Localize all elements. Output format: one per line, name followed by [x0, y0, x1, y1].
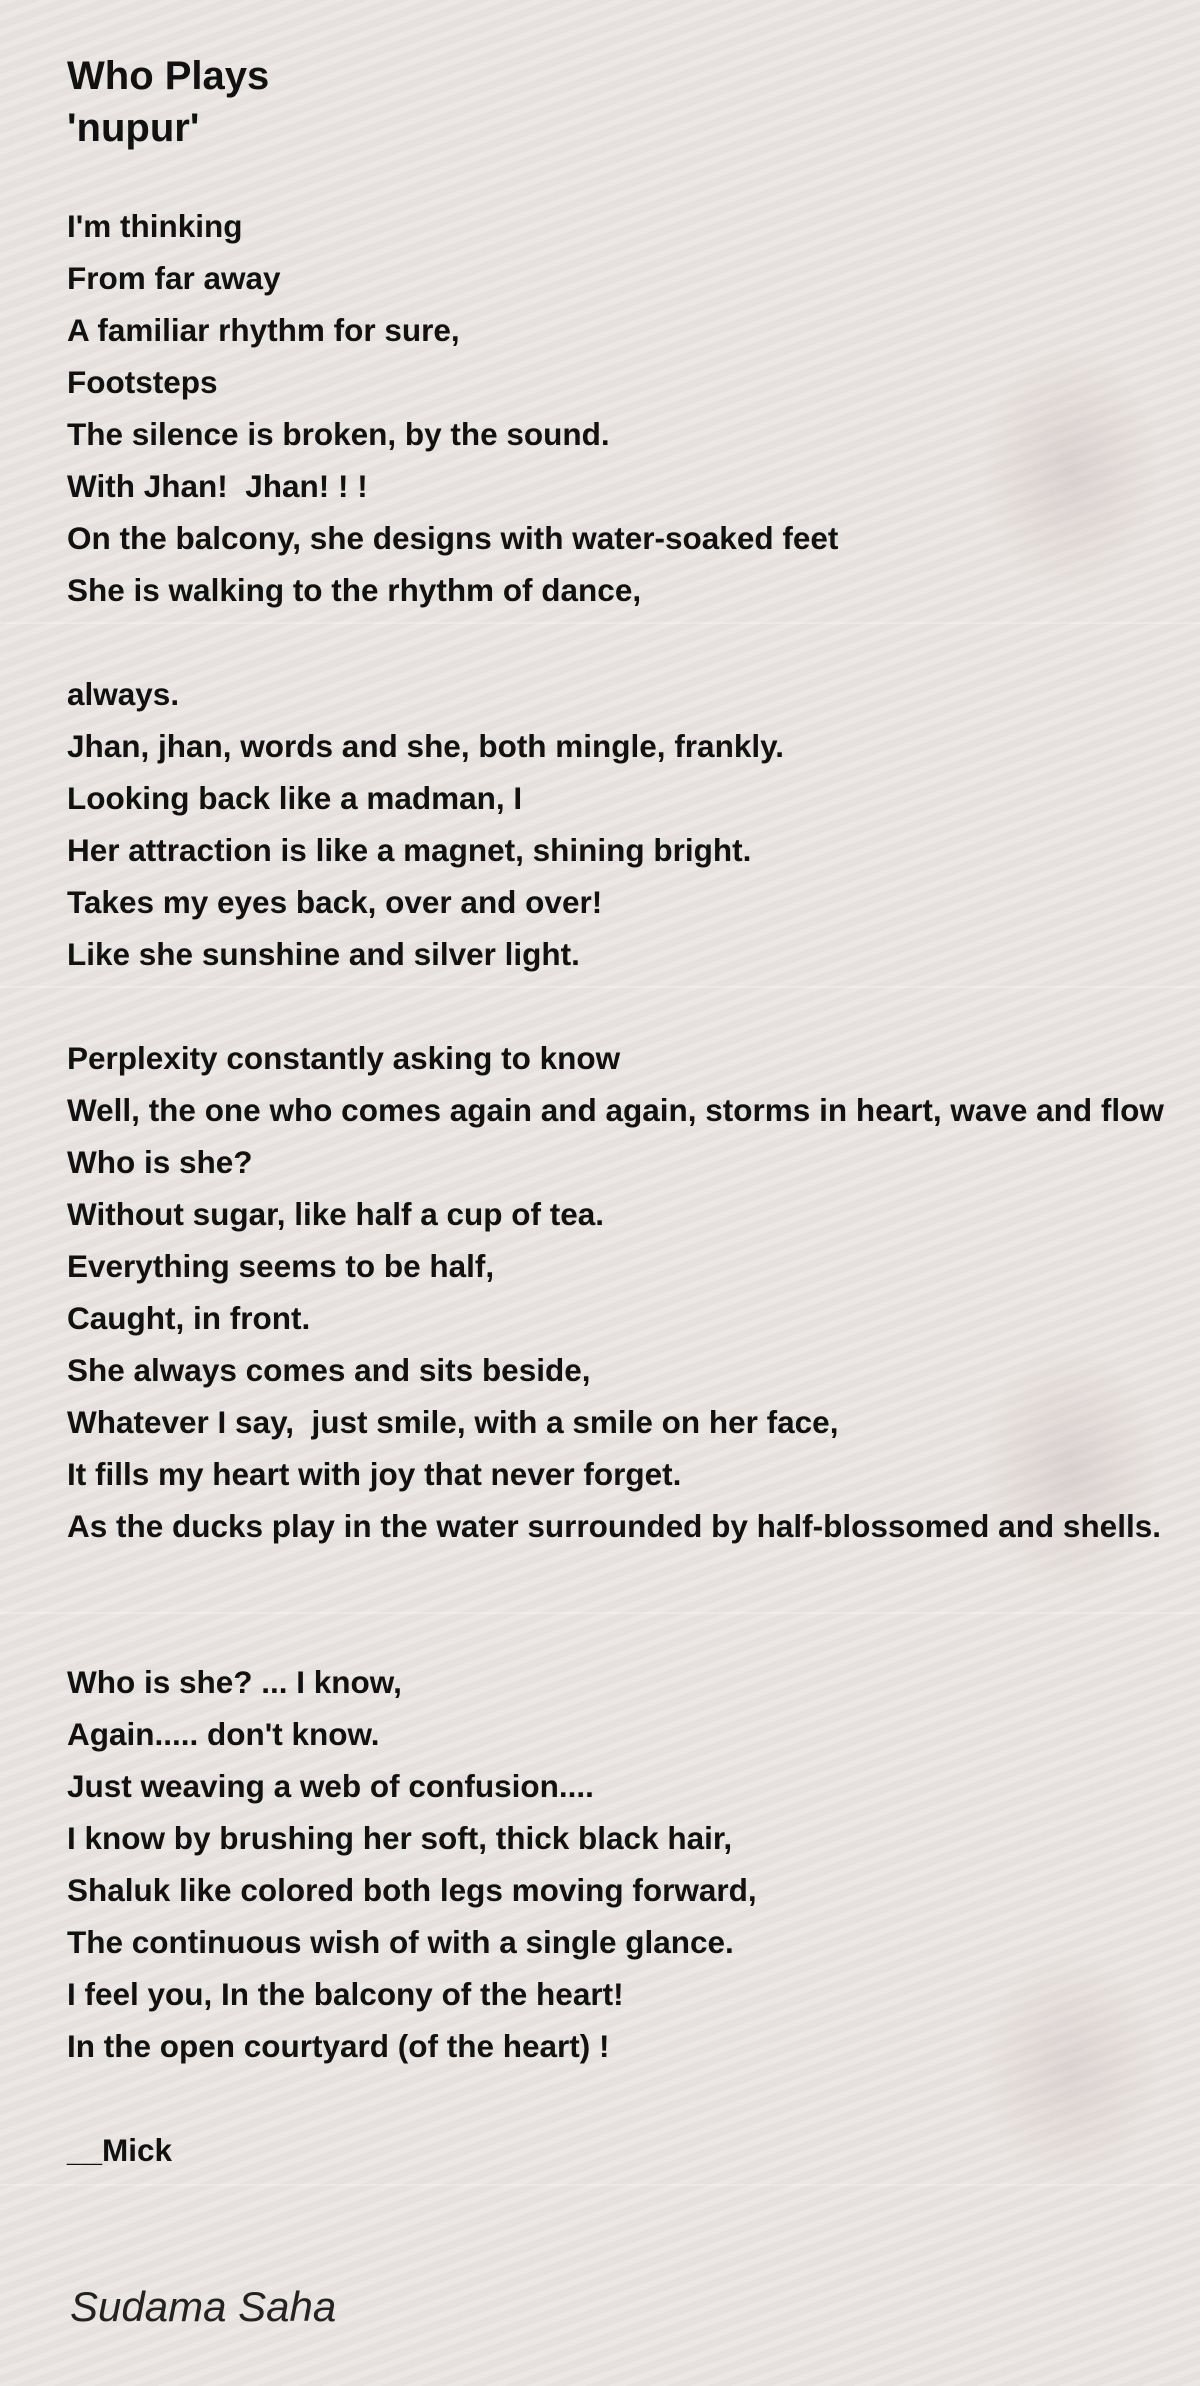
poem-line: A familiar rhythm for sure, — [67, 312, 460, 348]
poem-line: In the open courtyard (of the heart) ! — [67, 2028, 610, 2064]
poem-line: __Mick — [67, 2132, 173, 2168]
poem-line: I'm thinking — [67, 208, 243, 244]
poem-line: Footsteps — [67, 364, 218, 400]
poem-line: Perplexity constantly asking to know — [67, 1040, 621, 1076]
poem-line: She always comes and sits beside, — [67, 1352, 591, 1388]
poem-blank-line — [67, 1552, 1197, 1604]
poem-line: On the balcony, she designs with water-soaked feet — [67, 520, 839, 556]
poem-line: Like she sunshine and silver light. — [67, 936, 580, 972]
poem-line: Looking back like a madman, I — [67, 780, 523, 816]
poem-line: I know by brushing her soft, thick black hair, — [67, 1820, 733, 1856]
poem-title — [67, 50, 1197, 154]
poem-line: Who is she? ... I know, — [67, 1664, 402, 1700]
poem-blank-line — [67, 616, 1197, 668]
poem-title-line-1: Who Plays — [67, 54, 270, 98]
poem-line: The continuous wish of with a single glance. — [67, 1924, 734, 1960]
poem-line: I feel you, In the balcony of the heart! — [67, 1976, 624, 2012]
poem-line: With Jhan! Jhan! ! ! — [67, 468, 368, 504]
poem-line: Again..... don't know. — [67, 1716, 380, 1752]
poem-line: Just weaving a web of confusion.... — [67, 1768, 594, 1804]
poem-line: Caught, in front. — [67, 1300, 311, 1336]
poem-line: She is walking to the rhythm of dance, — [67, 572, 642, 608]
background-band — [0, 2184, 1200, 2186]
poem-line: The silence is broken, by the sound. — [67, 416, 610, 452]
poem-line: Shaluk like colored both legs moving forward, — [67, 1872, 757, 1908]
poem-blank-line — [67, 1604, 1197, 1656]
poem-line: From far away — [67, 260, 281, 296]
poem-line: As the ducks play in the water surrounded by half-blossomed and shells. — [67, 1508, 1161, 1544]
poem-line: Who is she? — [67, 1144, 253, 1180]
poem-line: Well, the one who comes again and again, storms in heart, wave and flow — [67, 1092, 1164, 1128]
poem-line: It fills my heart with joy that never forget. — [67, 1456, 682, 1492]
poem-blank-line — [67, 2072, 1197, 2124]
poem-line: Everything seems to be half, — [67, 1248, 495, 1284]
poem-line: Takes my eyes back, over and over! — [67, 884, 603, 920]
poem-line: Without sugar, like half a cup of tea. — [67, 1196, 605, 1232]
poem-line: Whatever I say, just smile, with a smile on her face, — [67, 1404, 839, 1440]
poem-line: always. — [67, 676, 180, 712]
poem-body — [67, 200, 1197, 2176]
poem-line: Her attraction is like a magnet, shining bright. — [67, 832, 752, 868]
poem-container — [67, 50, 1197, 2176]
poem-blank-line — [67, 980, 1197, 1032]
poem-line: Jhan, jhan, words and she, both mingle, frankly. — [67, 728, 785, 764]
poem-title-line-2: 'nupur' — [67, 106, 200, 150]
poem-author: Sudama Saha — [70, 2283, 337, 2330]
